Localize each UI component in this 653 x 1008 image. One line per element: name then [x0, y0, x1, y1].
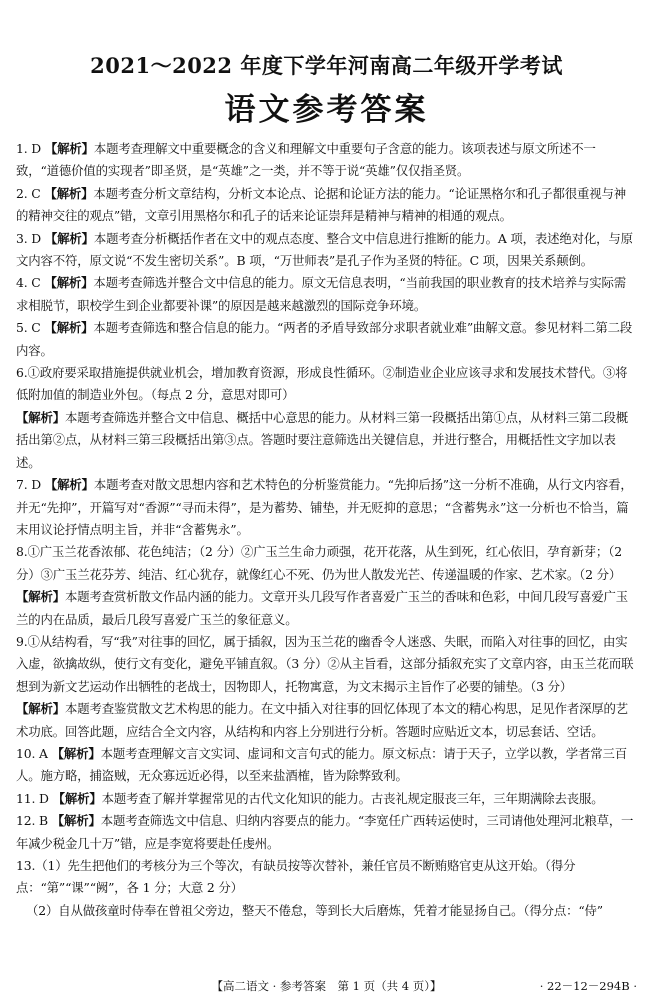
item-text: ①广玉兰花香浓郁、花色纯洁；（2 分）②广玉兰生命力顽强，花开花落，从生到死，红心依旧，孕育新芽；（2 分）③广玉兰花芬芳、纯洁、红心犹存，就像红心不死、仍为世人散发光芒、传递温暖的作家、艺术家。（2 分）: [16, 544, 622, 582]
answer-list: [16, 138, 638, 922]
analysis-tag: 【解析】: [16, 701, 65, 717]
item-number: 3. D: [16, 230, 42, 246]
page-footer: [0, 978, 653, 998]
answer-item-4: [16, 272, 638, 317]
item-text: 本题考查筛选并整合文中信息、概括中心意思的能力。从材料三第一段概括出第①点，从材料三第二段概括出第②点，从材料三第三段概括出第③点。答题时要注意筛选出关键信息，并进行整合，用概括性文字加以表述。: [16, 409, 629, 470]
answer-item-7: [16, 474, 638, 541]
answer-key-title: 语文参考答案: [224, 92, 429, 128]
item-number: 6.: [16, 365, 28, 381]
answer-item-8: [16, 541, 638, 586]
item-text: 本题考查对散文思想内容和艺术特色的分析鉴赏能力。“先抑后扬”这一分析不准确，从行文内容看，并无“先抑”，开篇写对“香源”“寻而未得”，是为蓄势、铺垫，并无贬抑的意思；“含蓄隽永”这一分析也不恰当，篇末用议论抒情点明主旨，并非“含蓄隽永”。: [16, 477, 633, 537]
analysis-tag: 【解析】: [44, 275, 94, 291]
answer-item-9-analysis: [16, 698, 638, 743]
item-text: ①从结构看，写“我”对往事的回忆，属于插叙，因为玉兰花的幽香令人迷惑、失眠，而陷入对往事的回忆，由实入虚，欲擒故纵，使行文有变化，避免平铺直叙。（3 分）②从主旨看，这部分插叙充实了文章内容，由玉兰花而联想到为新文艺运动作出牺牲的老战士，因物即人，托物寓意，为文末揭示主旨作了必要的铺垫。（3 分）: [16, 633, 634, 694]
item-text: 本题考查筛选文中信息、归纳内容要点的能力。“李宽任广西转运使时，三司请他处理河北粮草，一年减少税金几十万”错，应是李宽将要赴任虔州。: [16, 813, 634, 851]
item-text: 本题考查赏析散文作品内涵的能力。文章开头几段写作者喜爱广玉兰的香味和色彩，中间几段写喜爱广玉兰的内在品质，最后几段写喜爱广玉兰的象征意义。: [16, 589, 629, 627]
analysis-tag: 【解析】: [44, 141, 94, 156]
item-number: 2. C: [16, 185, 41, 201]
analysis-tag: 【解析】: [44, 230, 94, 246]
item-text: ①政府要采取措施提供就业机会，增加教育资源，形成良性循环。②制造业企业应该寻求和发展技术替代。③将低附加值的制造业外包。（每点 2 分，意思对即可）: [16, 365, 628, 403]
answer-item-13-part2: [16, 900, 638, 922]
item-text: （1）先生把他们的考核分为三个等次，有缺员按等次替补，兼任官员不断贿赂官吏从这开始。（得分点：“第”“课”“阙”，各 1 分；大意 2 分）: [16, 858, 576, 896]
item-text: 本题考查理解文中重要概念的含义和理解文中重要句子含意的能力。该项表述与原文所述不一致，“道德价值的实现者”即圣贤，是“英雄”之一类，并不等于说“英雄”仅仅指圣贤。: [16, 141, 596, 179]
item-text: 本题考查鉴赏散文艺术构思的能力。在文中插入对往事的回忆体现了本文的精心构思，足见作者深厚的艺术功底。回答此题，应结合全文内容，从结构和内容上分别进行分析。答题时应贴近文本，切忌套话、空话。: [16, 701, 629, 739]
answer-item-11: [16, 788, 638, 810]
footer-page-info: 【高二语文 · 参考答案 第 1 页（共 4 页）】: [211, 979, 442, 993]
item-text: 本题考查理解文言文实词、虚词和文言句式的能力。原文标点：请于天子，立学以教，学者常三百人。施方略，捕盗贼，无众寡远近必得，以至来盐酒榷，皆为除弊致利。: [16, 745, 627, 784]
analysis-tag: 【解析】: [44, 320, 94, 336]
analysis-tag: 【解析】: [16, 409, 65, 425]
footer-code: · 22－12－294B ·: [539, 979, 637, 993]
answer-item-10: [16, 743, 638, 788]
item-text: （2）自从做孩童时侍奉在曾祖父旁边，整天不倦怠，等到长大后磨炼，凭着才能显扬自己。（得分点：“侍”: [26, 902, 603, 918]
item-text: 本题考查了解并掌握常见的古代文化知识的能力。古丧礼规定服丧三年，三年期满除去丧服。: [101, 790, 604, 806]
item-text: 本题考查分析文章结构，分析文本论点、论据和论证方法的能力。“论证黑格尔和孔子都很重视与神的精神交往的观点”错，文章引用黑格尔和孔子的话来论证崇拜是精神与精神的相通的观点。: [16, 185, 626, 224]
answer-item-6-analysis: [16, 407, 638, 474]
answer-item-13: [16, 855, 638, 900]
item-text: 本题考查筛选和整合信息的能力。“两者的矛盾导致部分求职者就业难”曲解文意。参见材料二第二段内容。: [16, 320, 633, 358]
answer-item-8-analysis: [16, 586, 638, 631]
answer-item-5: [16, 317, 638, 362]
answer-item-1: [16, 138, 638, 183]
answer-item-3: [16, 228, 638, 273]
analysis-tag: 【解析】: [51, 745, 101, 761]
item-number: 5. C: [16, 320, 41, 336]
item-number: 8.: [16, 544, 28, 560]
answer-item-9: [16, 631, 638, 698]
analysis-tag: 【解析】: [52, 790, 102, 806]
item-text: 本题考查分析概括作者在文中的观点态度、整合文中信息进行推断的能力。A 项，表述绝对化，与原文内容不符，原文说“不发生密切关系”。B 项，“万世师表”是孔子作为圣贤的特征。C 项，因果关系颠倒。: [16, 230, 633, 269]
item-number: 9.: [16, 633, 28, 649]
item-number: 13.: [16, 858, 36, 873]
answer-item-12: [16, 810, 638, 855]
exam-title: 2021～2022 年度下学年河南高二年级开学考试: [90, 53, 563, 78]
item-number: 11. D: [16, 790, 49, 806]
analysis-tag: 【解析】: [51, 813, 101, 829]
item-text: 本题考查筛选并整合文中信息的能力。原文无信息表明，“当前我国的职业教育的技术培养与实际需求相脱节，职校学生到企业都要补课”的原因是越来越激烈的国际竞争环境。: [16, 275, 626, 313]
analysis-tag: 【解析】: [16, 589, 65, 605]
item-number: 1. D: [16, 141, 42, 156]
analysis-tag: 【解析】: [44, 477, 94, 493]
item-number: 10. A: [16, 745, 48, 761]
analysis-tag: 【解析】: [44, 185, 94, 201]
item-number: 12. B: [16, 813, 48, 829]
item-number: 7. D: [16, 477, 42, 493]
answer-item-6: [16, 362, 638, 407]
answer-item-2: [16, 183, 638, 228]
item-number: 4. C: [16, 275, 41, 291]
